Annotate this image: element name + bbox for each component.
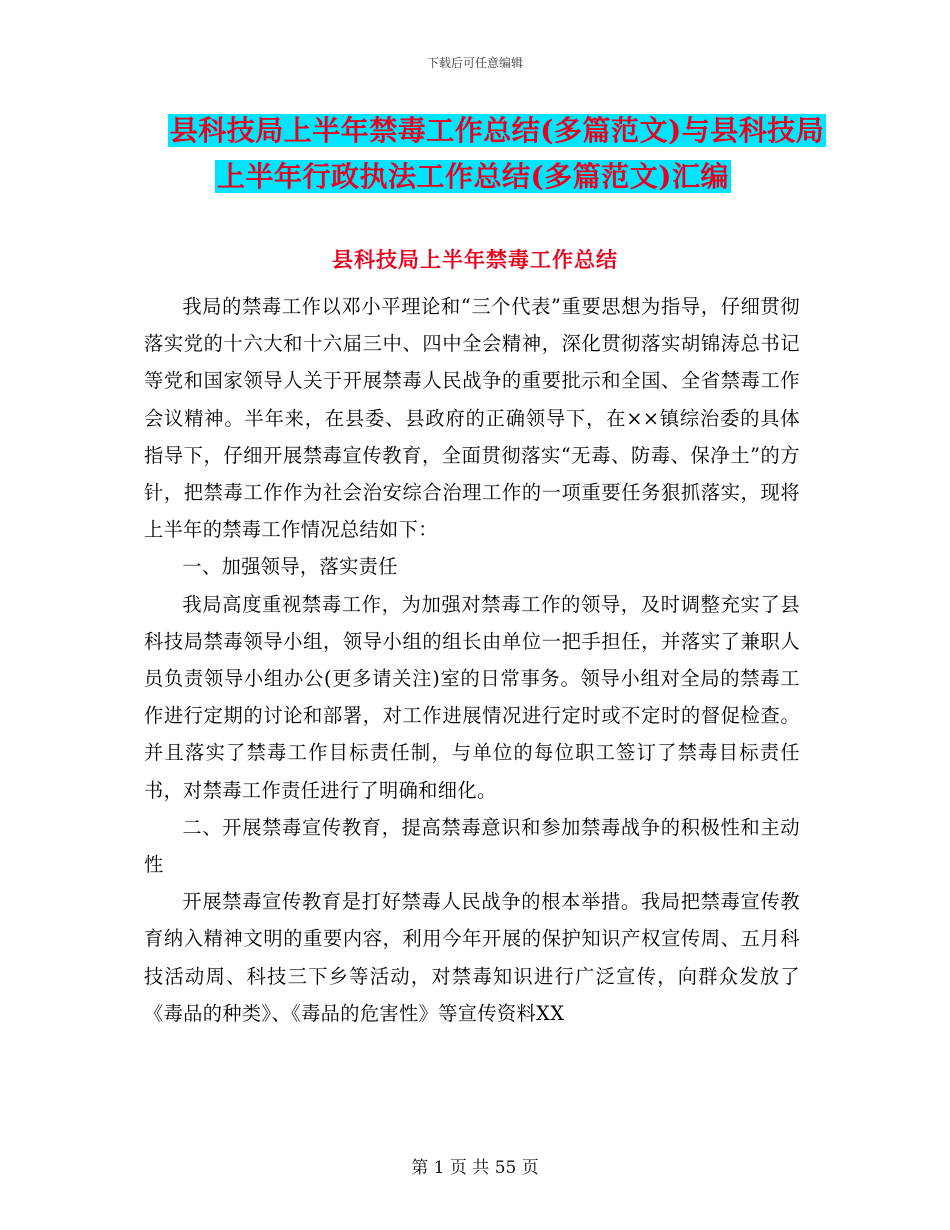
paragraph: 我局的禁毒工作以邓小平理论和“三个代表”重要思想为指导，仔细贯彻落实党的十六大和十六届三中、四中全会精神，深化贯彻落实胡锦涛总书记等党和国家领导人关于开展禁毒人民战争的重要批示和全国、全省禁毒工作会议精神。半年来，在县委、县政府的正确领导下，在××镇综治委的具体指导下，仔细开展禁毒宣传教育，全面贯彻落实“无毒、防毒、保净土”的方针，把禁毒工作作为社会治安综合治理工作的一项重要任务狠抓落实，现将上半年的禁毒工作情况总结如下： [144, 295, 800, 542]
document-body [144, 288, 800, 1032]
paragraph: 开展禁毒宣传教育是打好禁毒人民战争的根本举措。我局把禁毒宣传教育纳入精神文明的重要内容，利用今年开展的保护知识产权宣传周、五月科技活动周、科技三下乡等活动，对禁毒知识进行广泛宣传，向群众发放了《毒品的种类》、《毒品的危害性》等宣传资料XX [144, 890, 800, 1025]
subheading: 一、加强领导，落实责任 [182, 555, 398, 579]
header-note: 下载后可任意编辑 [426, 56, 523, 70]
section-title: 县科技局上半年禁毒工作总结 [332, 247, 618, 272]
document-title-text-2: 上半年行政执法工作总结(多篇范文)汇编 [217, 160, 729, 193]
subheading: 二、开展禁毒宣传教育，提高禁毒意识和参加禁毒战争的积极性和主动性 [144, 815, 800, 877]
paragraph: 我局高度重视禁毒工作，为加强对禁毒工作的领导，及时调整充实了县科技局禁毒领导小组，领导小组的组长由单位一把手担任，并落实了兼职人员负责领导小组办公(更多请关注)室的日常事务。领导小组对全局的禁毒工作进行定期的讨论和部署，对工作进展情况进行定时或不定时的督促检查。并且落实了禁毒工作目标责任制，与单位的每位职工签订了禁毒目标责任书，对禁毒工作责任进行了明确和细化。 [144, 592, 800, 802]
document-title-line-2 [0, 157, 950, 197]
document-title-line-1 [0, 111, 950, 151]
page-number: 第 1 页 共 55 页 [411, 1158, 539, 1178]
document-title-text-1: 县科技局上半年禁毒工作总结(多篇范文)与县科技局 [169, 114, 825, 147]
